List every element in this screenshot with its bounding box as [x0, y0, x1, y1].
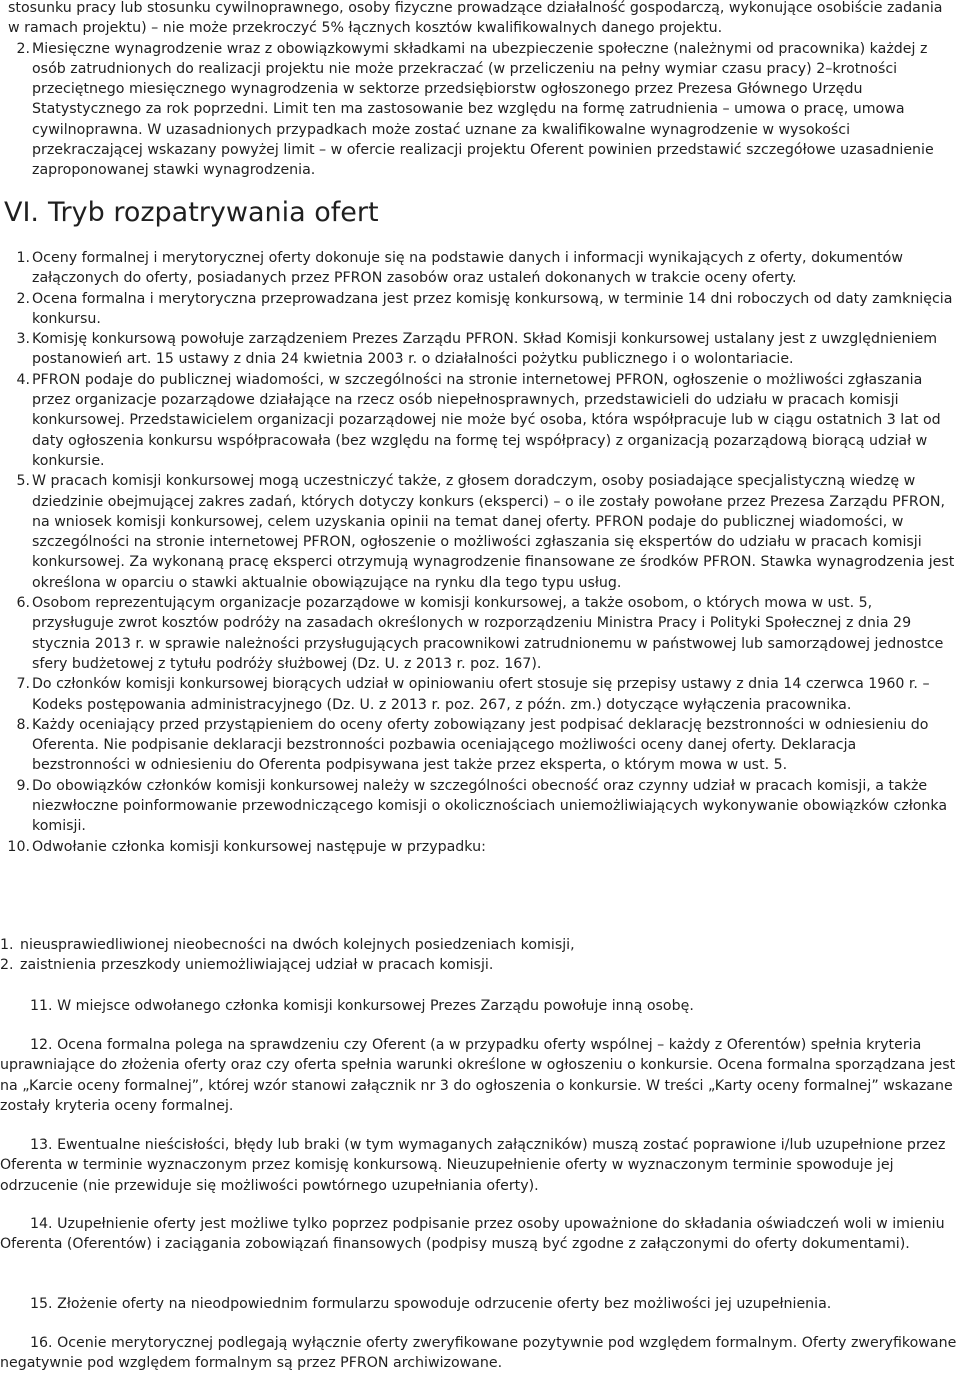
numbered-list	[8, 248, 956, 857]
paragraph-number: 11.	[30, 998, 53, 1014]
list-item-text: W pracach komisji konkursowej mogą uczestniczyć także, z głosem doradczym, osoby posiadające specjalistyczną wiedzę w dziedzinie obejmującej zakres zadań, których dotyczy konkurs (eksperci) – o ile zostały powołane przez Prezesa Zarządu PFRON, na wniosek komisji konkursowej, celem uzyskania opinii na temat danej oferty. PFRON podaje do publicznej wiadomości, w szczególności na stronie internetowej PFRON, ogłoszenie o możliwości zgłaszania się ekspertów do udziału w pracach komisji konkursowej. Za wykonaną pracę eksperci otrzymują wynagrodzenie finansowane ze środków PFRON. Stawka wynagrodzenia jest określona w oparciu o stawki aktualnie obowiązujące na rynku dla tego typu usług.	[32, 473, 955, 591]
paragraph-number: 14.	[30, 1216, 53, 1232]
sub-list-item-text: zaistnienia przeszkody uniemożliwiającej udział w pracach komisji.	[20, 957, 494, 974]
intro-item-text: Miesięczne wynagrodzenie wraz z obowiązkowymi składkami na ubezpieczenie społeczne (należnymi od pracownika) każdej z osób zatrudnionych do realizacji projektu nie może przekraczać (w przeliczeniu na pełny wymiar czasu pracy) 2–krotności przeciętnego miesięcznego wynagrodzenia w sektorze przedsiębiorstw ogłoszonego przez Prezesa Głównego Urzędu Statystycznego za rok poprzedni. Limit ten ma zastosowanie bez względu na formę zatrudnienia – umowa o pracę, umowa cywilnoprawna. W uzasadnionych przypadkach może zostać uznane za kwalifikowalne wynagrodzenie w wysokości przekraczającej wskazany powyżej limit – w ofercie realizacji projektu Oferent powinien przedstawić szczegółowe uzasadnienie zaproponowanej stawki wynagrodzenia.	[32, 40, 934, 179]
paragraph-number: 12.	[30, 1037, 53, 1053]
sub-list-item	[0, 935, 948, 955]
intro-item-2	[8, 39, 956, 181]
paragraph-text: Ocena formalna polega na sprawdzeniu czy Oferent (a w przypadku oferty wspólnej – każdy z Oferentów) spełnia kryteria uprawniające do złożenia oferty oraz czy oferta spełnia warunki określone w ogłoszeniu o konkursie. Ocena formalna sporządzana jest na „Karcie oceny formalnej”, której wzór stanowi załącznik nr 3 do ogłoszenia o konkursie. W treści „Karty oceny formalnej” wskazane zostały kryteria oceny formalnej.	[0, 1037, 956, 1114]
list-item	[8, 289, 956, 330]
list-item	[8, 329, 956, 370]
list-item-number: 2.	[16, 290, 30, 307]
sub-list-item-text: nieusprawiedliwionej nieobecności na dwóch kolejnych posiedzeniach komisji,	[20, 937, 575, 953]
paragraph-number: 13.	[30, 1137, 53, 1153]
list-item	[8, 776, 956, 837]
list-item-number: 8.	[16, 716, 30, 733]
sub-list-item-number: 2.	[0, 957, 14, 974]
list-item-number: 6.	[16, 595, 30, 612]
sub-list-item	[0, 955, 948, 975]
paragraph-number: 15.	[30, 1296, 53, 1312]
list-item	[8, 715, 956, 776]
list-item-number: 5.	[16, 473, 30, 490]
list-item-text: Każdy oceniający przed przystąpieniem do oceny oferty zobowiązany jest podpisać deklarację bezstronności w odniesieniu do Oferenta. Nie podpisanie deklaracji bezstronności pozbawia oceniającego możliwości oceny danej oferty. Deklaracja bezstronności w odniesieniu do Oferenta podpisywana jest także przez eksperta, o którym mowa w ust. 5.	[32, 716, 929, 774]
list-item	[8, 674, 956, 715]
sub-list	[0, 935, 948, 976]
paragraph-text: W miejsce odwołanego członka komisji konkursowej Prezes Zarządu powołuje inną osobę.	[57, 998, 694, 1014]
list-item-text: Oceny formalnej i merytorycznej oferty dokonuje się na podstawie danych i informacji wynikających z oferty, dokumentów załączonych do oferty, posiadanych przez PFRON zasobów oraz ustaleń dokonanych w trakcie oceny oferty.	[32, 250, 903, 287]
paragraph-item	[0, 1135, 958, 1196]
list-item-text: Odwołanie członka komisji konkursowej następuje w przypadku:	[32, 838, 486, 855]
list-item-number: 10.	[7, 838, 30, 855]
paragraph-item	[0, 1035, 958, 1116]
list-item-number: 7.	[16, 676, 30, 693]
paragraph-text: Uzupełnienie oferty jest możliwe tylko poprzez podpisanie przez osoby upoważnione do składania oświadczeń woli w imieniu Oferenta (Oferentów) i zaciągania zobowiązań finansowych (podpisy muszą być zgodne z załączonymi do oferty dokumentami).	[0, 1216, 945, 1253]
paragraph-item	[0, 1333, 958, 1374]
paragraph-item	[0, 1294, 958, 1314]
paragraph-text: Ewentualne nieścisłości, błędy lub braki (w tym wymaganych załączników) muszą zostać poprawione i/lub uzupełnione przez Oferenta w terminie wyznaczonym przez komisję konkursową. Nieuzupełnienie oferty w wyznaczonym terminie spowoduje jej odrzucenie (nie przewiduje się możliwości powtórnego uzupełniania oferty).	[0, 1137, 946, 1194]
list-item-text: Osobom reprezentującym organizacje pozarządowe w komisji konkursowej, a także osobom, o których mowa w ust. 5, przysługuje zwrot kosztów podróży na zasadach określonych w rozporządzeniu Ministra Pracy i Polityki Społecznej z dnia 29 stycznia 2013 r. w sprawie należności przysługujących pracownikowi zatrudnionemu w państwowej lub samorządowej jednostce sfery budżetowej z tytułu podróży służbowej (Dz. U. z 2013 r. poz. 167).	[32, 595, 944, 672]
list-item-number: 1.	[16, 250, 30, 266]
intro-continuation: stosunku pracy lub stosunku cywilnoprawnego, osoby fizyczne prowadzące działalność gospodarczą, wykonujące osobiście zadania w ramach projektu) – nie może przekroczyć 5% łącznych kosztów kwalifikowalnych danego projektu.	[8, 0, 943, 37]
list-item-number: 4.	[16, 371, 30, 388]
paragraph-text: Ocenie merytorycznej podlegają wyłącznie oferty zweryfikowane pozytywnie pod względem formalnym. Oferty zweryfikowane negatywnie pod względem formalnym są przez PFRON archiwizowane.	[0, 1335, 957, 1372]
list-item	[8, 370, 956, 471]
list-item-number: 9.	[16, 777, 30, 794]
list-item-number: 3.	[16, 331, 30, 348]
paragraph-number: 16.	[30, 1335, 53, 1351]
list-item-text: PFRON podaje do publicznej wiadomości, w szczególności na stronie internetowej PFRON, ogłoszenie o możliwości zgłaszania przez organizacje pozarządowe działające na rzecz osób niepełnosprawnych, przedstawicieli do udziału w pracach komisji konkursowej. Przedstawicielem organizacji pozarządowej nie może być osoba, która współpracuje lub w ciągu ostatnich 3 lat od daty ogłoszenia konkursu współpracowała (bez względu na formę tej współpracy) z organizacją pozarządową biorącą udział w konkursie.	[32, 371, 941, 469]
list-item	[8, 471, 956, 593]
intro-item-number: 2.	[16, 40, 30, 57]
paragraph-text: Złożenie oferty na nieodpowiednim formularzu spowoduje odrzucenie oferty bez możliwości jej uzupełnienia.	[57, 1296, 832, 1312]
intro-block	[8, 0, 956, 181]
list-item-text: Ocena formalna i merytoryczna przeprowadzana jest przez komisję konkursową, w terminie 14 dni roboczych od daty zamknięcia konkursu.	[32, 290, 953, 327]
list-item-text: Do obowiązków członków komisji konkursowej należy w szczególności obecność oraz czynny udział w pracach komisji, a także niezwłoczne poinformowanie przewodniczącego komisji o okolicznościach uniemożliwiających wykonywanie obowiązków członka komisji.	[32, 777, 948, 835]
paragraph-item	[0, 1214, 958, 1255]
section-heading	[4, 196, 379, 230]
list-item	[8, 593, 956, 674]
section-number: VI.	[4, 197, 40, 228]
list-item-text: Do członków komisji konkursowej biorących udział w opiniowaniu ofert stosuje się przepisy ustawy z dnia 14 czerwca 1960 r. – Kodeks postępowania administracyjnego (Dz. U. z 2013 r. poz. 267, z późn. zm.) dotyczące wyłączenia pracownika.	[32, 676, 930, 713]
sub-list-item-number: 1.	[0, 937, 14, 953]
paragraph-item	[0, 996, 958, 1016]
list-item	[8, 248, 956, 289]
section-title-text: Tryb rozpatrywania ofert	[48, 197, 379, 228]
list-item	[8, 837, 956, 857]
list-item-text: Komisję konkursową powołuje zarządzeniem Prezes Zarządu PFRON. Skład Komisji konkursowej ustalany jest z uwzględnieniem postanowień art. 15 ustawy z dnia 24 kwietnia 2003 r. o działalności pożytku publicznego i o wolontariacie.	[32, 331, 938, 368]
